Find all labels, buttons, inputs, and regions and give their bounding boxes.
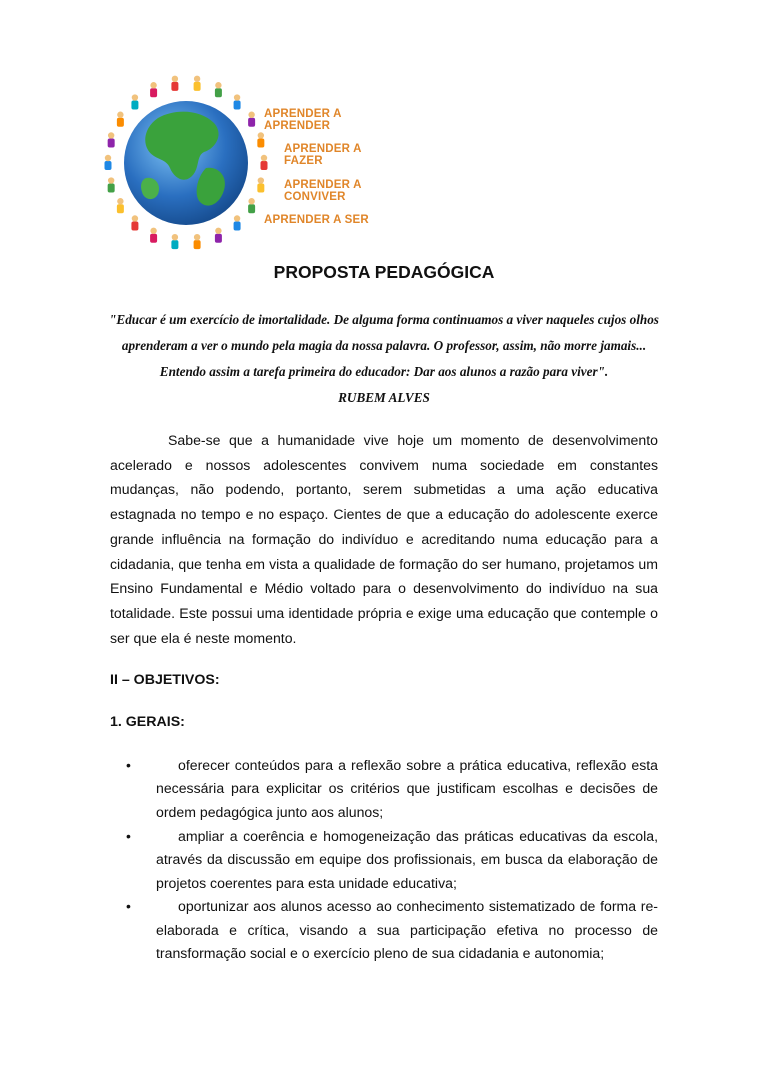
child-figure bbox=[194, 234, 201, 249]
quote-line: Entendo assim a tarefa primeira do educador: Dar aos alunos a razão para viver". bbox=[159, 364, 609, 379]
slogan-line: APRENDER A APRENDER bbox=[264, 108, 342, 132]
document-title: PROPOSTA PEDAGÓGICA bbox=[273, 262, 495, 282]
bullet-icon: • bbox=[126, 827, 131, 844]
child-figure bbox=[131, 94, 138, 109]
child-figure bbox=[248, 112, 255, 127]
child-figure bbox=[215, 82, 222, 97]
section-heading: II – OBJETIVOS: bbox=[110, 672, 220, 688]
child-figure bbox=[257, 177, 264, 192]
child-figure bbox=[131, 215, 138, 230]
body-paragraph: Sabe-se que a humanidade vive hoje um momento de desenvolvimento acelerado e nossos adolescentes convivem numa sociedade em constantes mudanças, não podendo, portanto, serem submetidas a uma ação educativa estagnada no tempo e no espaço. Cientes de que a educação do adolescente exerce grande influência na formação do indivíduo e acreditando numa educação para a cidadania, que tenha em vista a qualidade de formação do ser humano, projetamos um Ensino Fundamental e Médio voltado para o desenvolvimento do indivíduo na sua totalidade. Este possui uma identidade própria e exige uma educação que contemple o ser que ela é neste momento. bbox=[110, 432, 658, 646]
child-figure bbox=[257, 132, 264, 147]
child-figure bbox=[171, 76, 178, 91]
child-figure bbox=[117, 198, 124, 213]
child-figure bbox=[248, 198, 255, 213]
list-item bbox=[126, 895, 658, 965]
quote-line: "Educar é um exercício de imortalidade. De alguma forma continuamos a viver naqueles cujos olhos bbox=[109, 312, 659, 327]
child-figure bbox=[171, 234, 178, 249]
child-figure bbox=[108, 177, 115, 192]
child-figure bbox=[150, 228, 157, 243]
slogan-line: APRENDER A CONVIVER bbox=[284, 179, 362, 203]
bullet-icon: • bbox=[126, 757, 131, 773]
objectives-list bbox=[0, 754, 658, 966]
list-item-text: ampliar a coerência e homogeneização das práticas educativas da escola, através da discussão em equipe dos profissionais, em busca da elaboração de projetos coerentes para esta unidade educativa; bbox=[156, 827, 658, 891]
child-figure bbox=[105, 155, 112, 170]
child-figure bbox=[215, 228, 222, 243]
child-figure bbox=[150, 82, 157, 97]
list-item-text: oferecer conteúdos para a reflexão sobre a prática educativa, reflexão esta necessária para explicitar os critérios que justificam escolhas e decisões de ordem pedagógica junto aos alunos; bbox=[156, 757, 658, 820]
globe-children-icon bbox=[96, 68, 276, 258]
child-figure bbox=[234, 94, 241, 109]
subsection-heading: 1. GERAIS: bbox=[110, 714, 185, 730]
child-figure bbox=[261, 155, 268, 170]
list-item bbox=[126, 825, 658, 895]
quote-line: aprenderam a ver o mundo pela magia da nossa palavra. O professor, assim, não morre jamais... bbox=[121, 338, 647, 353]
quote-author: RUBEM ALVES bbox=[338, 390, 430, 405]
slogan-line: APRENDER A FAZER bbox=[284, 143, 362, 167]
child-figure bbox=[117, 112, 124, 127]
list-item bbox=[126, 754, 658, 824]
child-figure bbox=[194, 76, 201, 91]
child-figure bbox=[108, 132, 115, 147]
list-item-text: oportunizar aos alunos acesso ao conhecimento sistematizado de forma re-elaborada e crítica, visando a sua participação efetiva no processo de transformação social e o exercício pleno de sua cidadania e autonomia; bbox=[156, 898, 658, 962]
slogan-line: APRENDER A SER bbox=[264, 214, 369, 226]
child-figure bbox=[234, 215, 241, 230]
bullet-icon: • bbox=[126, 898, 131, 915]
logo bbox=[96, 68, 396, 258]
